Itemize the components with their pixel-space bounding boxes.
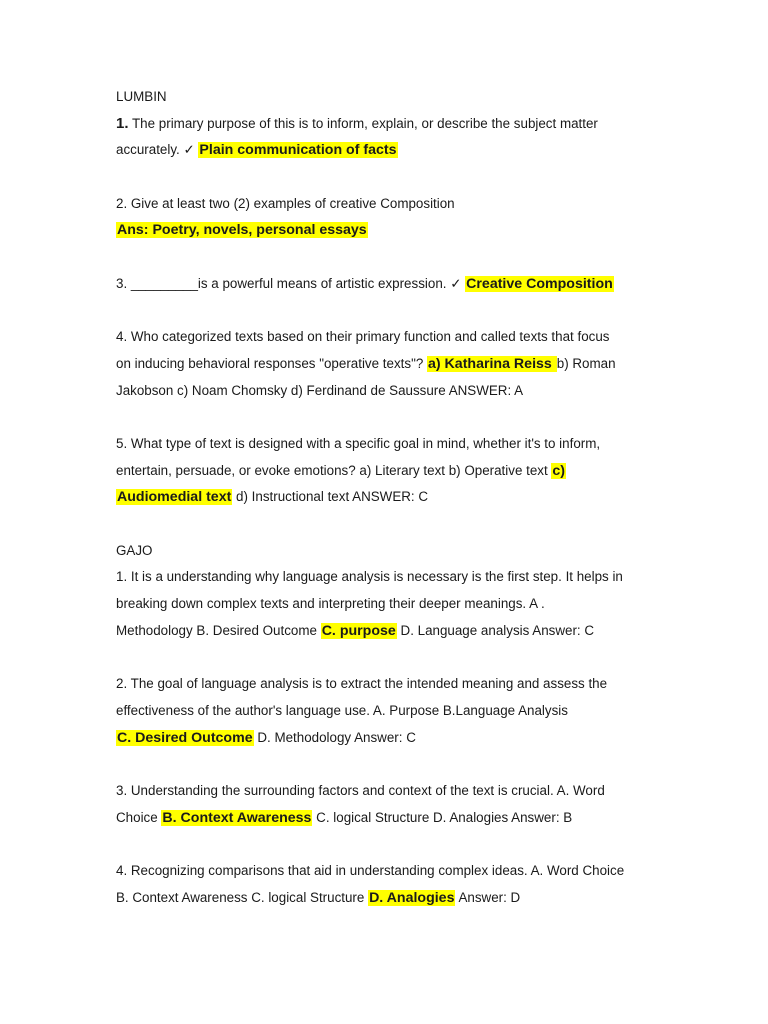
- gajo-q1-text: Methodology B. Desired Outcome: [116, 622, 321, 638]
- gajo-q2-text-post: D. Methodology Answer: C: [253, 729, 416, 745]
- lumbin-q3-line1: [116, 271, 656, 298]
- gajo-q4-text: B. Context Awareness C. logical Structure: [116, 889, 369, 905]
- gajo-q1-line2: breaking down complex texts and interpreting their deeper meanings. A .: [116, 596, 545, 612]
- gajo-q3-answer-highlight: B. Context Awareness: [162, 809, 312, 826]
- lumbin-q2-line2: [116, 217, 656, 244]
- gajo-q1-line3: [116, 618, 656, 645]
- lumbin-q3-answer-highlight: Creative Composition: [466, 275, 613, 292]
- gajo-q4-line2: [116, 885, 656, 912]
- gajo-q2-line1: 2. The goal of language analysis is to extract the intended meaning and assess the: [116, 676, 608, 692]
- lumbin-q1-text-2: accurately. ✓: [116, 142, 199, 158]
- lumbin-q5-line3: [116, 484, 656, 511]
- document-body: [116, 84, 656, 911]
- lumbin-q1-line2: [116, 137, 656, 164]
- gajo-q3-text: Choice: [116, 809, 162, 825]
- gajo-q3-line2: [116, 805, 656, 832]
- section-heading-lumbin: LUMBIN: [116, 89, 167, 104]
- gajo-q2-line2: effectiveness of the author's language use. A. Purpose B.Language Analysis: [116, 702, 568, 718]
- lumbin-q1-answer-highlight: Plain communication of facts: [199, 142, 397, 159]
- gajo-q4-answer-highlight: D. Analogies: [369, 889, 455, 906]
- lumbin-q2-answer-highlight: Ans: Poetry, novels, personal essays: [117, 222, 367, 239]
- lumbin-q1-line1: [116, 111, 656, 138]
- lumbin-q4-answer-highlight: a) Katharina Reiss: [428, 355, 556, 372]
- lumbin-q5-text: entertain, persuade, or evoke emotions? a) Literary text b) Operative text: [116, 462, 552, 478]
- lumbin-q5-text-post: d) Instructional text ANSWER: C: [232, 489, 429, 505]
- lumbin-q5-answer-highlight-b: Audiomedial text: [117, 489, 232, 506]
- gajo-q3-line1: 3. Understanding the surrounding factors and context of the text is crucial. A. Word: [116, 782, 605, 798]
- lumbin-q2-line1: 2. Give at least two (2) examples of creative Composition: [116, 195, 455, 211]
- gajo-q2-answer-highlight: C. Desired Outcome: [117, 729, 253, 746]
- lumbin-q5-line2: [116, 458, 656, 485]
- gajo-q3-text-post: C. logical Structure D. Analogies Answer: B: [312, 809, 573, 825]
- gajo-q4-line1: 4. Recognizing comparisons that aid in understanding complex ideas. A. Word Choice: [116, 862, 625, 878]
- lumbin-q5-answer-highlight-a: c): [552, 462, 566, 479]
- lumbin-q5-line1: 5. What type of text is designed with a specific goal in mind, whether it's to inform,: [116, 435, 601, 451]
- section-heading-gajo: GAJO: [116, 542, 153, 558]
- lumbin-q4-line2: [116, 351, 656, 378]
- gajo-q4-text-post: Answer: D: [455, 889, 521, 905]
- lumbin-q1-text: The primary purpose of this is to inform, explain, or describe the subject matter: [128, 115, 598, 131]
- gajo-q1-line1: 1. It is a understanding why language analysis is necessary is the first step. It helps in: [116, 569, 623, 585]
- lumbin-q3-text: 3. _________is a powerful means of artistic expression. ✓: [116, 275, 466, 291]
- lumbin-q1-number: 1.: [116, 114, 129, 132]
- gajo-q1-answer-highlight: C. purpose: [321, 622, 396, 639]
- lumbin-q4-text: on inducing behavioral responses "operative texts"?: [116, 355, 427, 371]
- lumbin-q4-text-post: b) Roman: [556, 355, 616, 371]
- lumbin-q4-line1: 4. Who categorized texts based on their primary function and called texts that focus: [116, 329, 610, 345]
- lumbin-q4-line3: Jakobson c) Noam Chomsky d) Ferdinand de Saussure ANSWER: A: [116, 382, 524, 398]
- gajo-q1-text-post: D. Language analysis Answer: C: [396, 622, 595, 638]
- gajo-q2-line3: [116, 725, 656, 752]
